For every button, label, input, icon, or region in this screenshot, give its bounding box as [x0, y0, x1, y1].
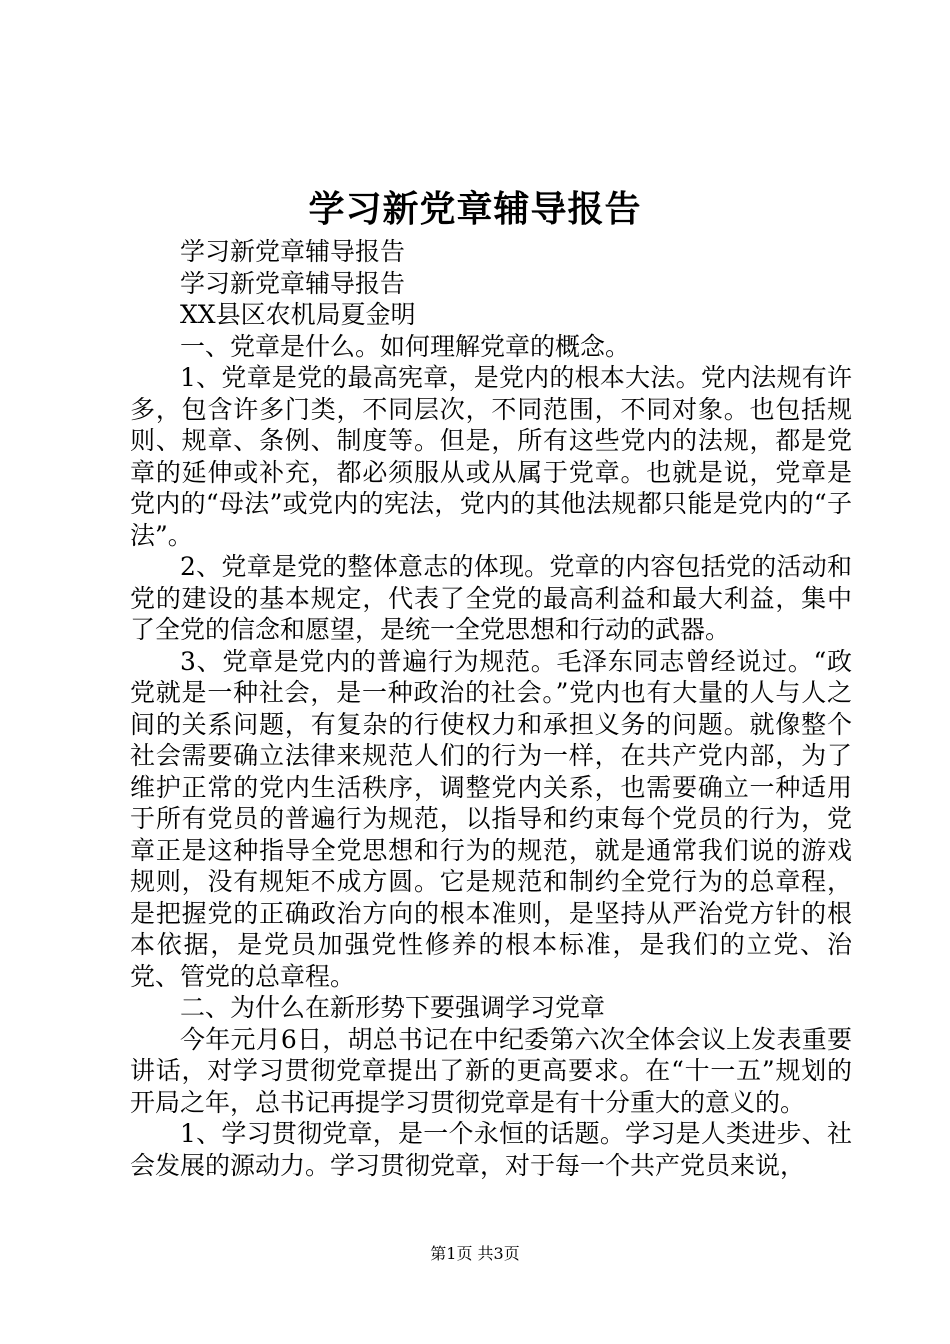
- section-heading-2: 二、为什么在新形势下要强调学习党章: [180, 993, 606, 1022]
- paragraph-1-1: 1、党章是党的最高宪章，是党内的根本大法。党内法规有许多，包含许多门类，不同层次，不同范围，不同对象。也包括规则、规章、条例、制度等。但是，所有这些党内的法规，都是党章的延伸或补充，都必须服从或从属于党章。也就是说，党章是党内的“母法”或党内的宪法，党内的其他法规都只能是党内的“子法”。: [130, 363, 852, 550]
- document-body: [130, 236, 852, 1181]
- paragraph-1-2: 2、党章是党的整体意志的体现。党章的内容包括党的活动和党的建设的基本规定，代表了全党的最高利益和最大利益，集中了全党的信念和愿望，是统一全党思想和行动的武器。: [130, 552, 852, 644]
- paragraph-author: XX县区农机局夏金明: [180, 300, 416, 329]
- document-title: 学习新党章辅导报告: [308, 188, 642, 230]
- paragraph-1-3: 3、党章是党内的普遍行为规范。毛泽东同志曾经说过。“政党就是一种社会，是一种政治的社会。”党内也有大量的人与人之间的关系问题，有复杂的行使权力和承担义务的问题。就像整个社会需要确立法律来规范人们的行为一样，在共产党内部，为了维护正常的党内生活秩序，调整党内关系，也需要确立一种适用于所有党员的普遍行为规范，以指导和约束每个党员的行为，党章正是这种指导全党思想和行为的规范，就是通常我们说的游戏规则，没有规矩不成方圆。它是规范和制约全党行为的总章程，是把握党的正确政治方向的根本准则，是坚持从严治党方针的根本依据，是党员加强党性修养的根本标准，是我们的立党、治党、管党的总章程。: [130, 646, 852, 991]
- paragraph-2-1: 1、学习贯彻党章，是一个永恒的话题。学习是人类进步、社会发展的源动力。学习贯彻党章，对于每一个共产党员来说，: [130, 1119, 852, 1180]
- section-heading-1: 一、党章是什么。如何理解党章的概念。: [180, 331, 631, 361]
- page-footer: 第1页 共3页: [430, 1244, 520, 1263]
- paragraph-subtitle: 学习新党章辅导报告: [180, 237, 406, 266]
- paragraph-subtitle-repeat: 学习新党章辅导报告: [180, 268, 406, 298]
- paragraph-2-intro: 今年元月6日，胡总书记在中纪委第六次全体会议上发表重要讲话，对学习贯彻党章提出了新的更高要求。在“十一五”规划的开局之年，总书记再提学习贯彻党章是有十分重大的意义的。: [130, 1024, 852, 1117]
